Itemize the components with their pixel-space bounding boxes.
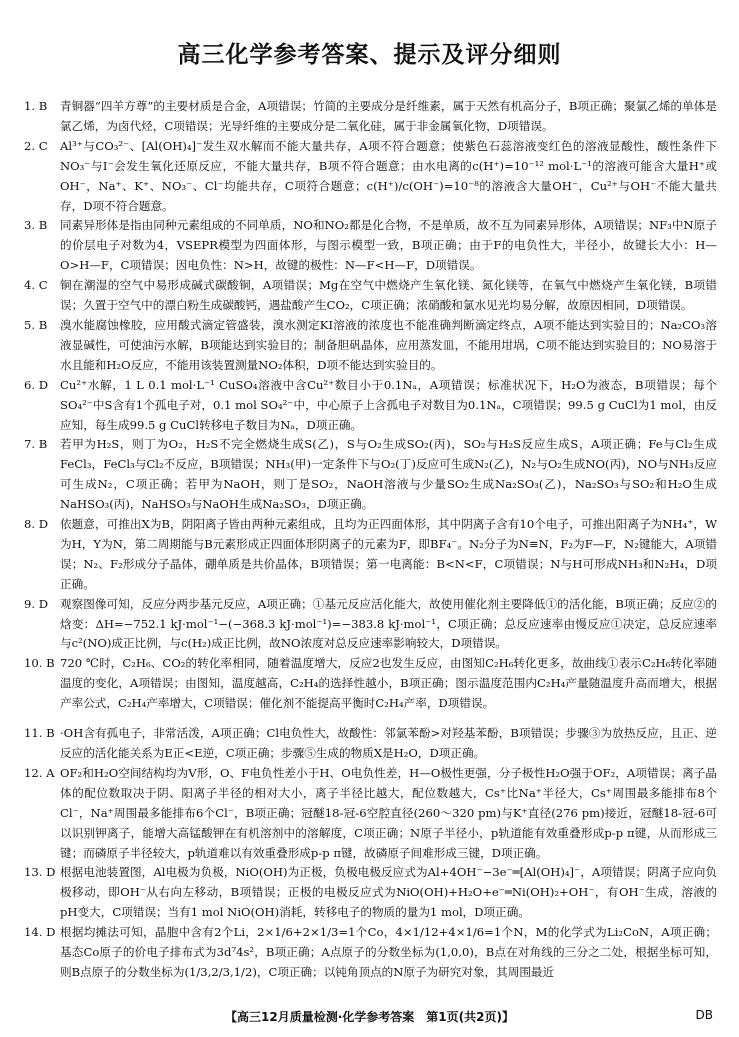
- answer-text: 溴水能腐蚀橡胶，应用酸式滴定管盛装，溴水测定KI溶液的浓度也不能准确判断滴定终点，A项不能达到实验目的；Na₂CO₃溶液显碱性，可使油污水解，B项能达到实验目的；制备胆矾晶体，应用蒸发皿，不能用坩埚，C项不能达到实验目的；NO易溶于水且能和H₂O反应，不能用该装置测量NO₂体积，D项不能达到实验目的。: [60, 317, 717, 372]
- answer-text: Al³⁺与CO₃²⁻、[Al(OH)₄]⁻发生双水解而不能大量共存，A项不符合题意；使紫色石蕊溶液变红色的溶液显酸性，酸性条件下NO₃⁻与I⁻会发生氧化还原反应，不能大量共存，B项不符合题意；由水电离的c(H⁺)=10⁻¹² mol·L⁻¹的溶液可能含大量H⁺或OH⁻，Na⁺、K⁺、NO₃⁻、Cl⁻均能共存，C项符合题意；c(H⁺)/c(OH⁻)=10⁻⁸的溶液含大量OH⁻，Cu²⁺与OH⁻不能大量共存，D项不符合题意。: [60, 138, 717, 213]
- answer-number: 8. D: [24, 517, 49, 532]
- answer-number: 6. D: [24, 377, 49, 392]
- answer-item: [24, 724, 717, 764]
- answer-number: 2. C: [24, 138, 48, 153]
- answer-number: 1. B: [24, 99, 48, 113]
- answer-item: [24, 515, 717, 595]
- answer-item: [24, 435, 717, 515]
- answer-text: 依题意，可推出X为B，阴阳离子皆由两种元素组成，且均为正四面体形，其中阴离子含有10个电子，可推出阳离子为NH₄⁺，W为H，Y为N，第二周期能与B元素形成正四面体形阴离子的元素为F，即BF₄⁻。N₂分子为N≡N，F₂为F—F，N₂键能大，A项错误；N₂、F₂形成分子晶体，硼单质是共价晶体，B项错误；第一电离能：B<N<F，C项错误；N与H可形成NH₃和N₂H₄，D项正确。: [60, 517, 717, 591]
- answer-text: 720 ℃时，C₂H₆、CO₂的转化率相同，随着温度增大，反应2也发生反应，由图知C₂H₆转化更多，故曲线①表示C₂H₆转化率随温度的变化，A项错误；由图知，温度越高，C₂H₄的选择性越小，B项正确；图示温度范围内C₂H₄产量随温度升高而增大，根据产率公式，C₂H₄产率增大，C项错误；催化剂不能提高平衡时C₂H₄产率，D项错误。: [60, 656, 717, 711]
- answer-item: [24, 863, 717, 923]
- answer-item: [24, 97, 717, 137]
- answer-text: Cu²⁺水解，1 L 0.1 mol·L⁻¹ CuSO₄溶液中含Cu²⁺数目小于0.1Nₐ，A项错误；标准状况下，H₂O为液态，B项错误；每个SO₄²⁻中S含有1个孤电子对，0.1 mol SO₄²⁻中，中心原子上含孤电子对数目为0.1Nₐ，C项错误；99.5 g CuCl为1 mol，由反应知，每生成99.5 g CuCl转移电子数目为Nₐ，D项正确。: [60, 377, 717, 432]
- page-title: 高三化学参考答案、提示及评分细则: [177, 42, 562, 68]
- answer-item: [24, 764, 717, 864]
- answer-number: 12. A: [24, 765, 55, 780]
- answer-list: [24, 97, 717, 983]
- answer-number: 9. D: [24, 596, 49, 611]
- answer-number: 10. B: [24, 656, 55, 671]
- answer-text: 根据电池装置图，Al电极为负极，NiO(OH)为正极，负极电极反应式为Al+4OH⁻−3e⁻═[Al(OH)₄]⁻，A项错误；阴离子应向负极移动，即OH⁻从右向左移动，B项错误；正极的电极反应式为NiO(OH)+H₂O+e⁻═Ni(OH)₂+OH⁻，有OH⁻生成，溶液的pH变大，C项错误；当有1 mol NiO(OH)消耗，转移电子的物质的量为1 mol，D项正确。: [60, 865, 717, 920]
- answer-text: 青铜器“四羊方尊”的主要材质是合金，A项错误；竹简的主要成分是纤维素，属于天然有机高分子，B项正确；聚氯乙烯的单体是氯乙烯，为卤代烃，C项错误；光导纤维的主要成分是二氧化硅，属于非金属氧化物，D项错误。: [60, 99, 717, 133]
- answer-item: [24, 376, 717, 436]
- answer-text: 根据均摊法可知，晶胞中含有2个Li，2×1/6+2×1/3=1个Co，4×1/12+4×1/6=1个N，M的化学式为Li₂CoN，A项正确；基态Co原子的价电子排布式为3d⁷4s²，B项正确；A点原子的分数坐标为(1,0,0)，B点在对角线的三分之二处，根据坐标可知，则B点原子的分数坐标为(1/3,2/3,1/2)，C项正确；以钝角顶点的N原子为研究对象，其周围最近: [60, 925, 717, 979]
- answer-item: [24, 654, 717, 714]
- answer-number: 7. B: [24, 437, 48, 452]
- answer-number: 3. B: [24, 218, 48, 233]
- answer-text: ·OH含有孤电子，非常活泼，A项正确；Cl电负性大，故酸性：邻氯苯酚>对羟基苯酚，B项错误；步骤③为放热反应，且正、逆反应的活化能关系为E正<E逆，C项正确；步骤⑤生成的物质X是H₂O，D项正确。: [60, 726, 717, 760]
- answer-number: 13. D: [24, 865, 56, 880]
- answer-text: 观察图像可知，反应分两步基元反应，A项正确；①基元反应活化能大，故使用催化剂主要降低①的活化能，B项正确；反应②的焓变：ΔH=−752.1 kJ·mol⁻¹−(−368.3 kJ·mol⁻¹)=−383.8 kJ·mol⁻¹，C项正确；总反应速率由慢反应①决定，总反应速率与c²(NO)成正比例，与c(H₂)成正比例，故NO浓度对总反应速率影响较大，D项错误。: [60, 596, 717, 651]
- answer-number: 5. B: [24, 317, 48, 332]
- answer-text: 铜在潮湿的空气中易形成碱式碳酸铜，A项错误；Mg在空气中燃烧产生氧化镁、氮化镁等，在氧气中燃烧产生氧化镁，B项错误；久置于空气中的漂白粉生成碳酸钙，遇盐酸产生CO₂，C项正确；浓硝酸和氯水见光均易分解，故原因相同，D项错误。: [60, 278, 717, 313]
- answer-item: [24, 137, 717, 217]
- answer-text: 同素异形体是指由同种元素组成的不同单质，NO和NO₂都是化合物，不是单质，故不互为同素异形体，A项错误；NF₃中N原子的价层电子对数为4，VSEPR模型为四面体形，与图示模型一致，B项正确；由于F的电负性大，半径小，故键长大小：H—O>H—F，C项错误；因电负性：N>H，故键的极性：N—F<H—F，D项错误。: [60, 218, 717, 273]
- answer-text: OF₂和H₂O空间结构均为V形，O、F电负性差小于H、O电负性差，H—O极性更强，分子极性H₂O强于OF₂，A项错误；离子晶体的配位数取决于阴、阳离子半径的相对大小，离子半径比越大，配位数越大，Cs⁺比Na⁺半径大，Cs⁺周围最多能排布8个Cl⁻，Na⁺周围最多能排布6个Cl⁻，B项正确；冠醚18-冠-6空腔直径(260～320 pm)与K⁺直径(276 pm)接近，冠醚18-冠-6可以识别钾离子，能增大高锰酸钾在有机溶剂中的溶解度，C项正确；N原子半径小，p轨道能有效重叠形成p-p π键，从而形成三键；而磷原子半径较大，p轨道难以有效重叠形成p-p π键，故磷原子间难形成三键，D项正确。: [60, 765, 717, 860]
- answer-item: [24, 276, 717, 316]
- answer-text: 若甲为H₂S，则丁为O₂，H₂S不完全燃烧生成S(乙)，S与O₂生成SO₂(丙)，SO₂与H₂S反应生成S，A项正确；Fe与Cl₂生成FeCl₃，FeCl₃与Cl₂不反应，B项错误；NH₃(甲)一定条件下与O₂(丁)反应可生成N₂(乙)，N₂与O₂生成NO(丙)，NO与NH₃反应可生成N₂，C项正确；若甲为NaOH，则丁是SO₂，NaOH溶液与少量SO₂生成Na₂SO₃(乙)，Na₂SO₃与SO₂和H₂O生成NaHSO₃(丙)，NaHSO₃与NaOH生成Na₂SO₃，D项正确。: [60, 437, 717, 512]
- answer-item: [24, 316, 717, 376]
- corner-code: DB: [695, 1008, 713, 1022]
- answer-number: 14. D: [24, 925, 56, 940]
- answer-number: 11. B: [24, 726, 55, 741]
- page-footer: 【高三12月质量检测·化学参考答案 第1页(共2页)】: [225, 1010, 514, 1024]
- answer-item: [24, 923, 717, 983]
- answer-item: [24, 595, 717, 655]
- answer-item: [24, 216, 717, 276]
- answer-number: 4. C: [24, 278, 48, 293]
